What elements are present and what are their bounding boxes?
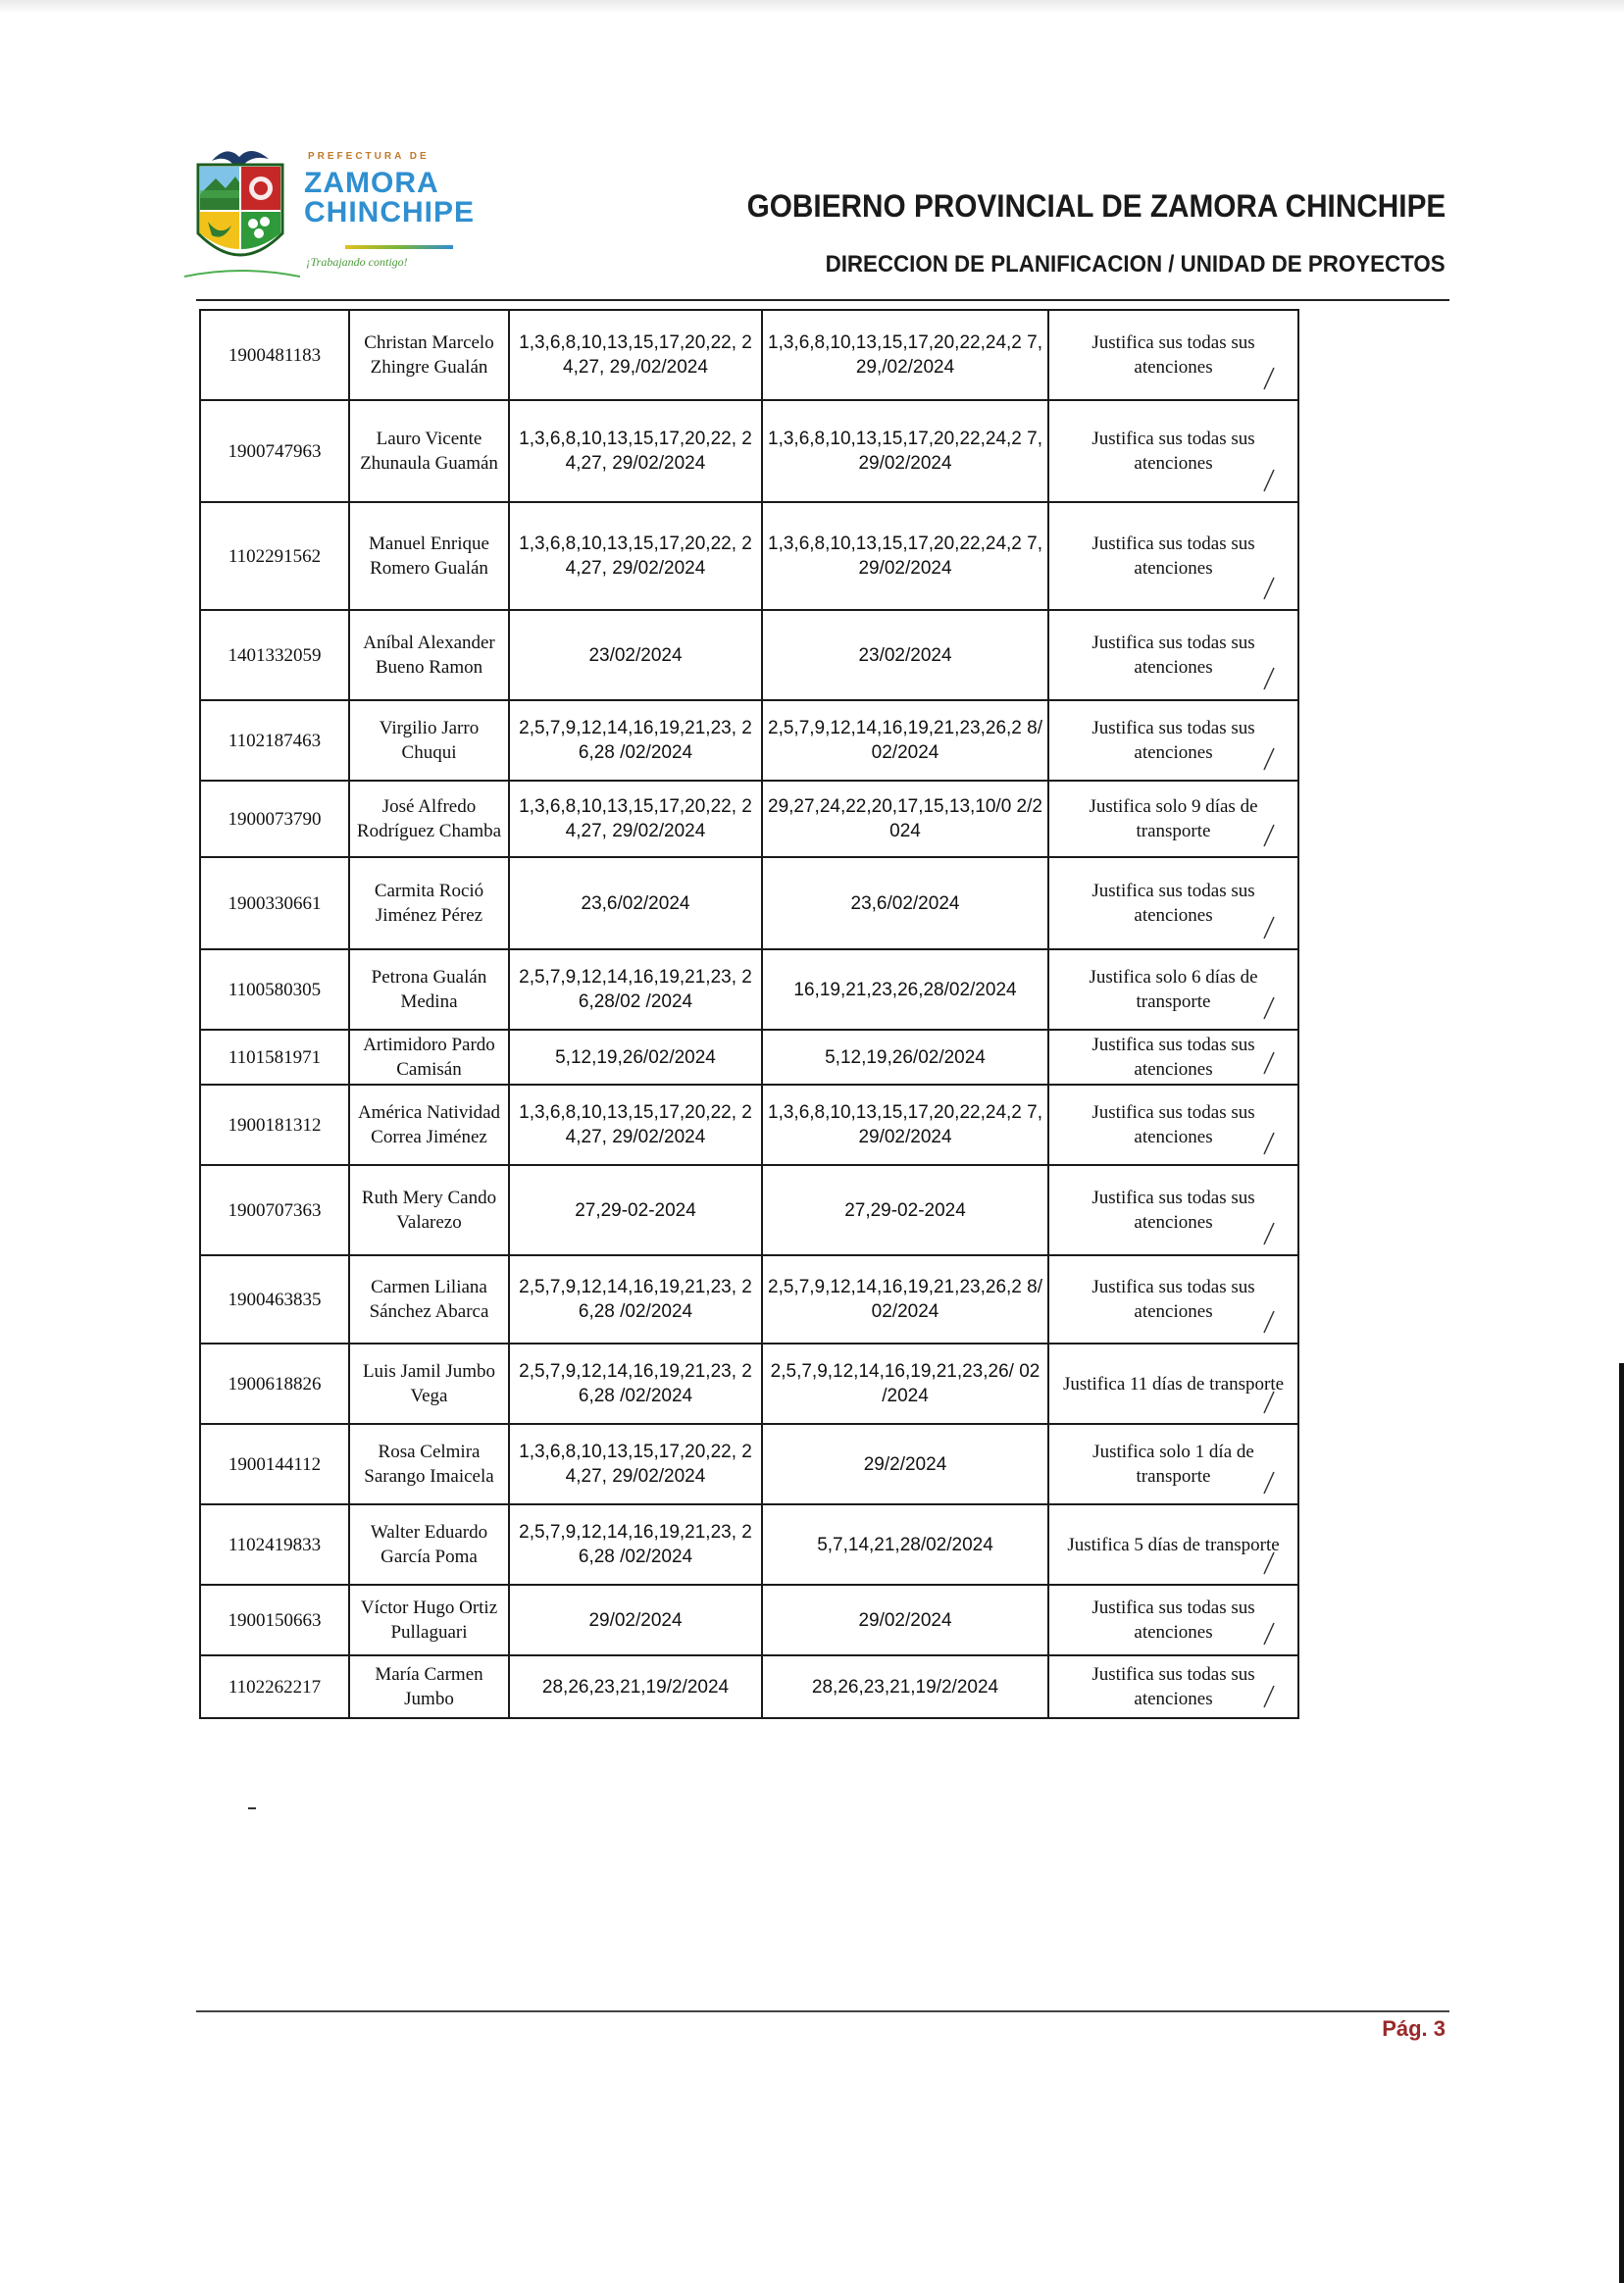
name-cell: Manuel Enrique Romero Gualán <box>349 502 509 610</box>
observation-cell: Justifica sus todas sus atenciones <box>1048 310 1298 400</box>
dates-column-1-cell: 27,29-02-2024 <box>509 1165 762 1255</box>
table-row <box>200 781 1298 857</box>
logo-zamora-text: ZAMORA <box>304 167 439 199</box>
footer-rule <box>196 2010 1449 2012</box>
observation-cell: Justifica solo 9 días de transporte <box>1048 781 1298 857</box>
name-cell: José Alfredo Rodríguez Chamba <box>349 781 509 857</box>
id-number-cell: 1900481183 <box>200 310 349 400</box>
logo-prefectura-text: PREFECTURA DE <box>308 151 430 162</box>
id-number-cell: 1102187463 <box>200 700 349 781</box>
observation-cell: Justifica solo 6 días de transporte <box>1048 949 1298 1030</box>
dates-column-1-cell: 1,3,6,8,10,13,15,17,20,22, 24,27, 29/02/2024 <box>509 1424 762 1504</box>
id-number-cell: 1100580305 <box>200 949 349 1030</box>
name-cell: Petrona Gualán Medina <box>349 949 509 1030</box>
id-number-cell: 1900330661 <box>200 857 349 949</box>
check-mark-icon <box>1262 823 1276 848</box>
dates-column-2-cell: 16,19,21,23,26,28/02/2024 <box>762 949 1048 1030</box>
id-number-cell: 1102419833 <box>200 1504 349 1585</box>
table-row <box>200 502 1298 610</box>
dates-column-2-cell: 2,5,7,9,12,14,16,19,21,23,26,2 8/ 02/2024 <box>762 1255 1048 1344</box>
dates-column-2-cell: 1,3,6,8,10,13,15,17,20,22,24,2 7, 29/02/2024 <box>762 502 1048 610</box>
check-mark-icon <box>1262 1050 1276 1076</box>
document-subtitle: DIRECCION DE PLANIFICACION / UNIDAD DE PROYECTOS <box>825 251 1446 278</box>
observation-cell: Justifica sus todas sus atenciones <box>1048 610 1298 700</box>
observation-cell: Justifica sus todas sus atenciones <box>1048 857 1298 949</box>
table-body <box>200 310 1298 1718</box>
attendance-table <box>199 309 1299 1719</box>
observation-cell: Justifica solo 1 día de transporte <box>1048 1424 1298 1504</box>
check-mark-icon <box>1262 666 1276 691</box>
name-cell: María Carmen Jumbo <box>349 1655 509 1718</box>
dates-column-1-cell: 2,5,7,9,12,14,16,19,21,23, 26,28 /02/2024 <box>509 1255 762 1344</box>
dates-column-2-cell: 28,26,23,21,19/2/2024 <box>762 1655 1048 1718</box>
dates-column-1-cell: 23/02/2024 <box>509 610 762 700</box>
check-mark-icon <box>1262 1550 1276 1576</box>
table-row <box>200 1655 1298 1718</box>
dates-column-1-cell: 1,3,6,8,10,13,15,17,20,22, 24,27, 29/02/2024 <box>509 1085 762 1165</box>
table-row <box>200 1344 1298 1424</box>
check-mark-icon <box>1262 1309 1276 1335</box>
table-row <box>200 1255 1298 1344</box>
dates-column-2-cell: 29,27,24,22,20,17,15,13,10/0 2/2024 <box>762 781 1048 857</box>
id-number-cell: 1900181312 <box>200 1085 349 1165</box>
dates-column-2-cell: 5,7,14,21,28/02/2024 <box>762 1504 1048 1585</box>
check-mark-icon <box>1262 995 1276 1021</box>
check-mark-icon <box>1262 1221 1276 1246</box>
id-number-cell: 1900747963 <box>200 400 349 502</box>
id-number-cell: 1101581971 <box>200 1030 349 1085</box>
id-number-cell: 1900150663 <box>200 1585 349 1655</box>
check-mark-icon <box>1262 1684 1276 1709</box>
dates-column-1-cell: 1,3,6,8,10,13,15,17,20,22, 24,27, 29,/02/2024 <box>509 310 762 400</box>
check-mark-icon <box>1262 915 1276 940</box>
table-row <box>200 1030 1298 1085</box>
observation-cell: Justifica sus todas sus atenciones <box>1048 502 1298 610</box>
name-cell: Virgilio Jarro Chuqui <box>349 700 509 781</box>
observation-cell: Justifica sus todas sus atenciones <box>1048 1030 1298 1085</box>
dates-column-2-cell: 2,5,7,9,12,14,16,19,21,23,26,2 8/ 02/2024 <box>762 700 1048 781</box>
id-number-cell: 1900463835 <box>200 1255 349 1344</box>
logo-chinchipe-text: CHINCHIPE <box>304 196 476 228</box>
dates-column-2-cell: 23,6/02/2024 <box>762 857 1048 949</box>
check-mark-icon <box>1262 746 1276 772</box>
name-cell: América Natividad Correa Jiménez <box>349 1085 509 1165</box>
table-row <box>200 857 1298 949</box>
name-cell: Rosa Celmira Sarango Imaicela <box>349 1424 509 1504</box>
observation-cell: Justifica sus todas sus atenciones <box>1048 1085 1298 1165</box>
header-rule <box>196 299 1449 301</box>
dates-column-1-cell: 1,3,6,8,10,13,15,17,20,22, 24,27, 29/02/2024 <box>509 502 762 610</box>
dates-column-1-cell: 23,6/02/2024 <box>509 857 762 949</box>
table-row <box>200 1165 1298 1255</box>
table-row <box>200 1504 1298 1585</box>
name-cell: Christan Marcelo Zhingre Gualán <box>349 310 509 400</box>
dates-column-1-cell: 2,5,7,9,12,14,16,19,21,23, 26,28 /02/2024 <box>509 700 762 781</box>
observation-cell: Justifica sus todas sus atenciones <box>1048 1585 1298 1655</box>
dates-column-2-cell: 1,3,6,8,10,13,15,17,20,22,24,2 7, 29/02/2024 <box>762 1085 1048 1165</box>
table-row <box>200 610 1298 700</box>
dates-column-2-cell: 29/02/2024 <box>762 1585 1048 1655</box>
logo-slogan: ¡Trabajando contigo! <box>306 255 408 269</box>
id-number-cell: 1401332059 <box>200 610 349 700</box>
observation-cell: Justifica 11 días de transporte <box>1048 1344 1298 1424</box>
dates-column-2-cell: 1,3,6,8,10,13,15,17,20,22,24,2 7, 29/02/2024 <box>762 400 1048 502</box>
check-mark-icon <box>1262 576 1276 601</box>
name-cell: Artimidoro Pardo Camisán <box>349 1030 509 1085</box>
observation-cell: Justifica 5 días de transporte <box>1048 1504 1298 1585</box>
id-number-cell: 1900618826 <box>200 1344 349 1424</box>
dates-column-2-cell: 5,12,19,26/02/2024 <box>762 1030 1048 1085</box>
name-cell: Aníbal Alexander Bueno Ramon <box>349 610 509 700</box>
check-mark-icon <box>1262 468 1276 493</box>
observation-cell: Justifica sus todas sus atenciones <box>1048 1165 1298 1255</box>
dates-column-2-cell: 27,29-02-2024 <box>762 1165 1048 1255</box>
dates-column-1-cell: 2,5,7,9,12,14,16,19,21,23, 26,28 /02/2024 <box>509 1504 762 1585</box>
dates-column-1-cell: 28,26,23,21,19/2/2024 <box>509 1655 762 1718</box>
check-mark-icon <box>1262 1470 1276 1496</box>
prefectura-logo <box>182 139 477 281</box>
page-number: Pág. 3 <box>1382 2016 1446 2041</box>
dates-column-2-cell: 23/02/2024 <box>762 610 1048 700</box>
dates-column-1-cell: 1,3,6,8,10,13,15,17,20,22, 24,27, 29/02/2024 <box>509 400 762 502</box>
check-mark-icon <box>1262 366 1276 391</box>
dates-column-2-cell: 29/2/2024 <box>762 1424 1048 1504</box>
name-cell: Víctor Hugo Ortiz Pullaguari <box>349 1585 509 1655</box>
dates-column-2-cell: 2,5,7,9,12,14,16,19,21,23,26/ 02 /2024 <box>762 1344 1048 1424</box>
id-number-cell: 1900707363 <box>200 1165 349 1255</box>
name-cell: Walter Eduardo García Poma <box>349 1504 509 1585</box>
observation-cell: Justifica sus todas sus atenciones <box>1048 1255 1298 1344</box>
scan-edge <box>0 0 1624 14</box>
dates-column-2-cell: 1,3,6,8,10,13,15,17,20,22,24,2 7, 29,/02/2024 <box>762 310 1048 400</box>
logo-color-bar <box>345 245 453 249</box>
check-mark-icon <box>1262 1390 1276 1415</box>
observation-cell: Justifica sus todas sus atenciones <box>1048 400 1298 502</box>
table-row <box>200 1424 1298 1504</box>
table-row <box>200 1585 1298 1655</box>
coat-of-arms-icon <box>182 139 300 281</box>
id-number-cell: 1102262217 <box>200 1655 349 1718</box>
id-number-cell: 1900073790 <box>200 781 349 857</box>
dates-column-1-cell: 2,5,7,9,12,14,16,19,21,23, 26,28 /02/2024 <box>509 1344 762 1424</box>
dates-column-1-cell: 1,3,6,8,10,13,15,17,20,22, 24,27, 29/02/2024 <box>509 781 762 857</box>
name-cell: Luis Jamil Jumbo Vega <box>349 1344 509 1424</box>
table-row <box>200 400 1298 502</box>
table-row <box>200 949 1298 1030</box>
name-cell: Ruth Mery Cando Valarezo <box>349 1165 509 1255</box>
check-mark-icon <box>1262 1131 1276 1156</box>
name-cell: Carmita Roció Jiménez Pérez <box>349 857 509 949</box>
dates-column-1-cell: 5,12,19,26/02/2024 <box>509 1030 762 1085</box>
observation-cell: Justifica sus todas sus atenciones <box>1048 700 1298 781</box>
id-number-cell: 1102291562 <box>200 502 349 610</box>
table-row <box>200 1085 1298 1165</box>
id-number-cell: 1900144112 <box>200 1424 349 1504</box>
dates-column-1-cell: 29/02/2024 <box>509 1585 762 1655</box>
dates-column-1-cell: 2,5,7,9,12,14,16,19,21,23, 26,28/02 /2024 <box>509 949 762 1030</box>
stray-mark <box>248 1807 256 1809</box>
observation-cell: Justifica sus todas sus atenciones <box>1048 1655 1298 1718</box>
table-row <box>200 310 1298 400</box>
check-mark-icon <box>1262 1621 1276 1647</box>
name-cell: Lauro Vicente Zhunaula Guamán <box>349 400 509 502</box>
table-row <box>200 700 1298 781</box>
document-title: GOBIERNO PROVINCIAL DE ZAMORA CHINCHIPE <box>746 188 1446 224</box>
scan-edge-right <box>1619 1363 1624 2283</box>
name-cell: Carmen Liliana Sánchez Abarca <box>349 1255 509 1344</box>
